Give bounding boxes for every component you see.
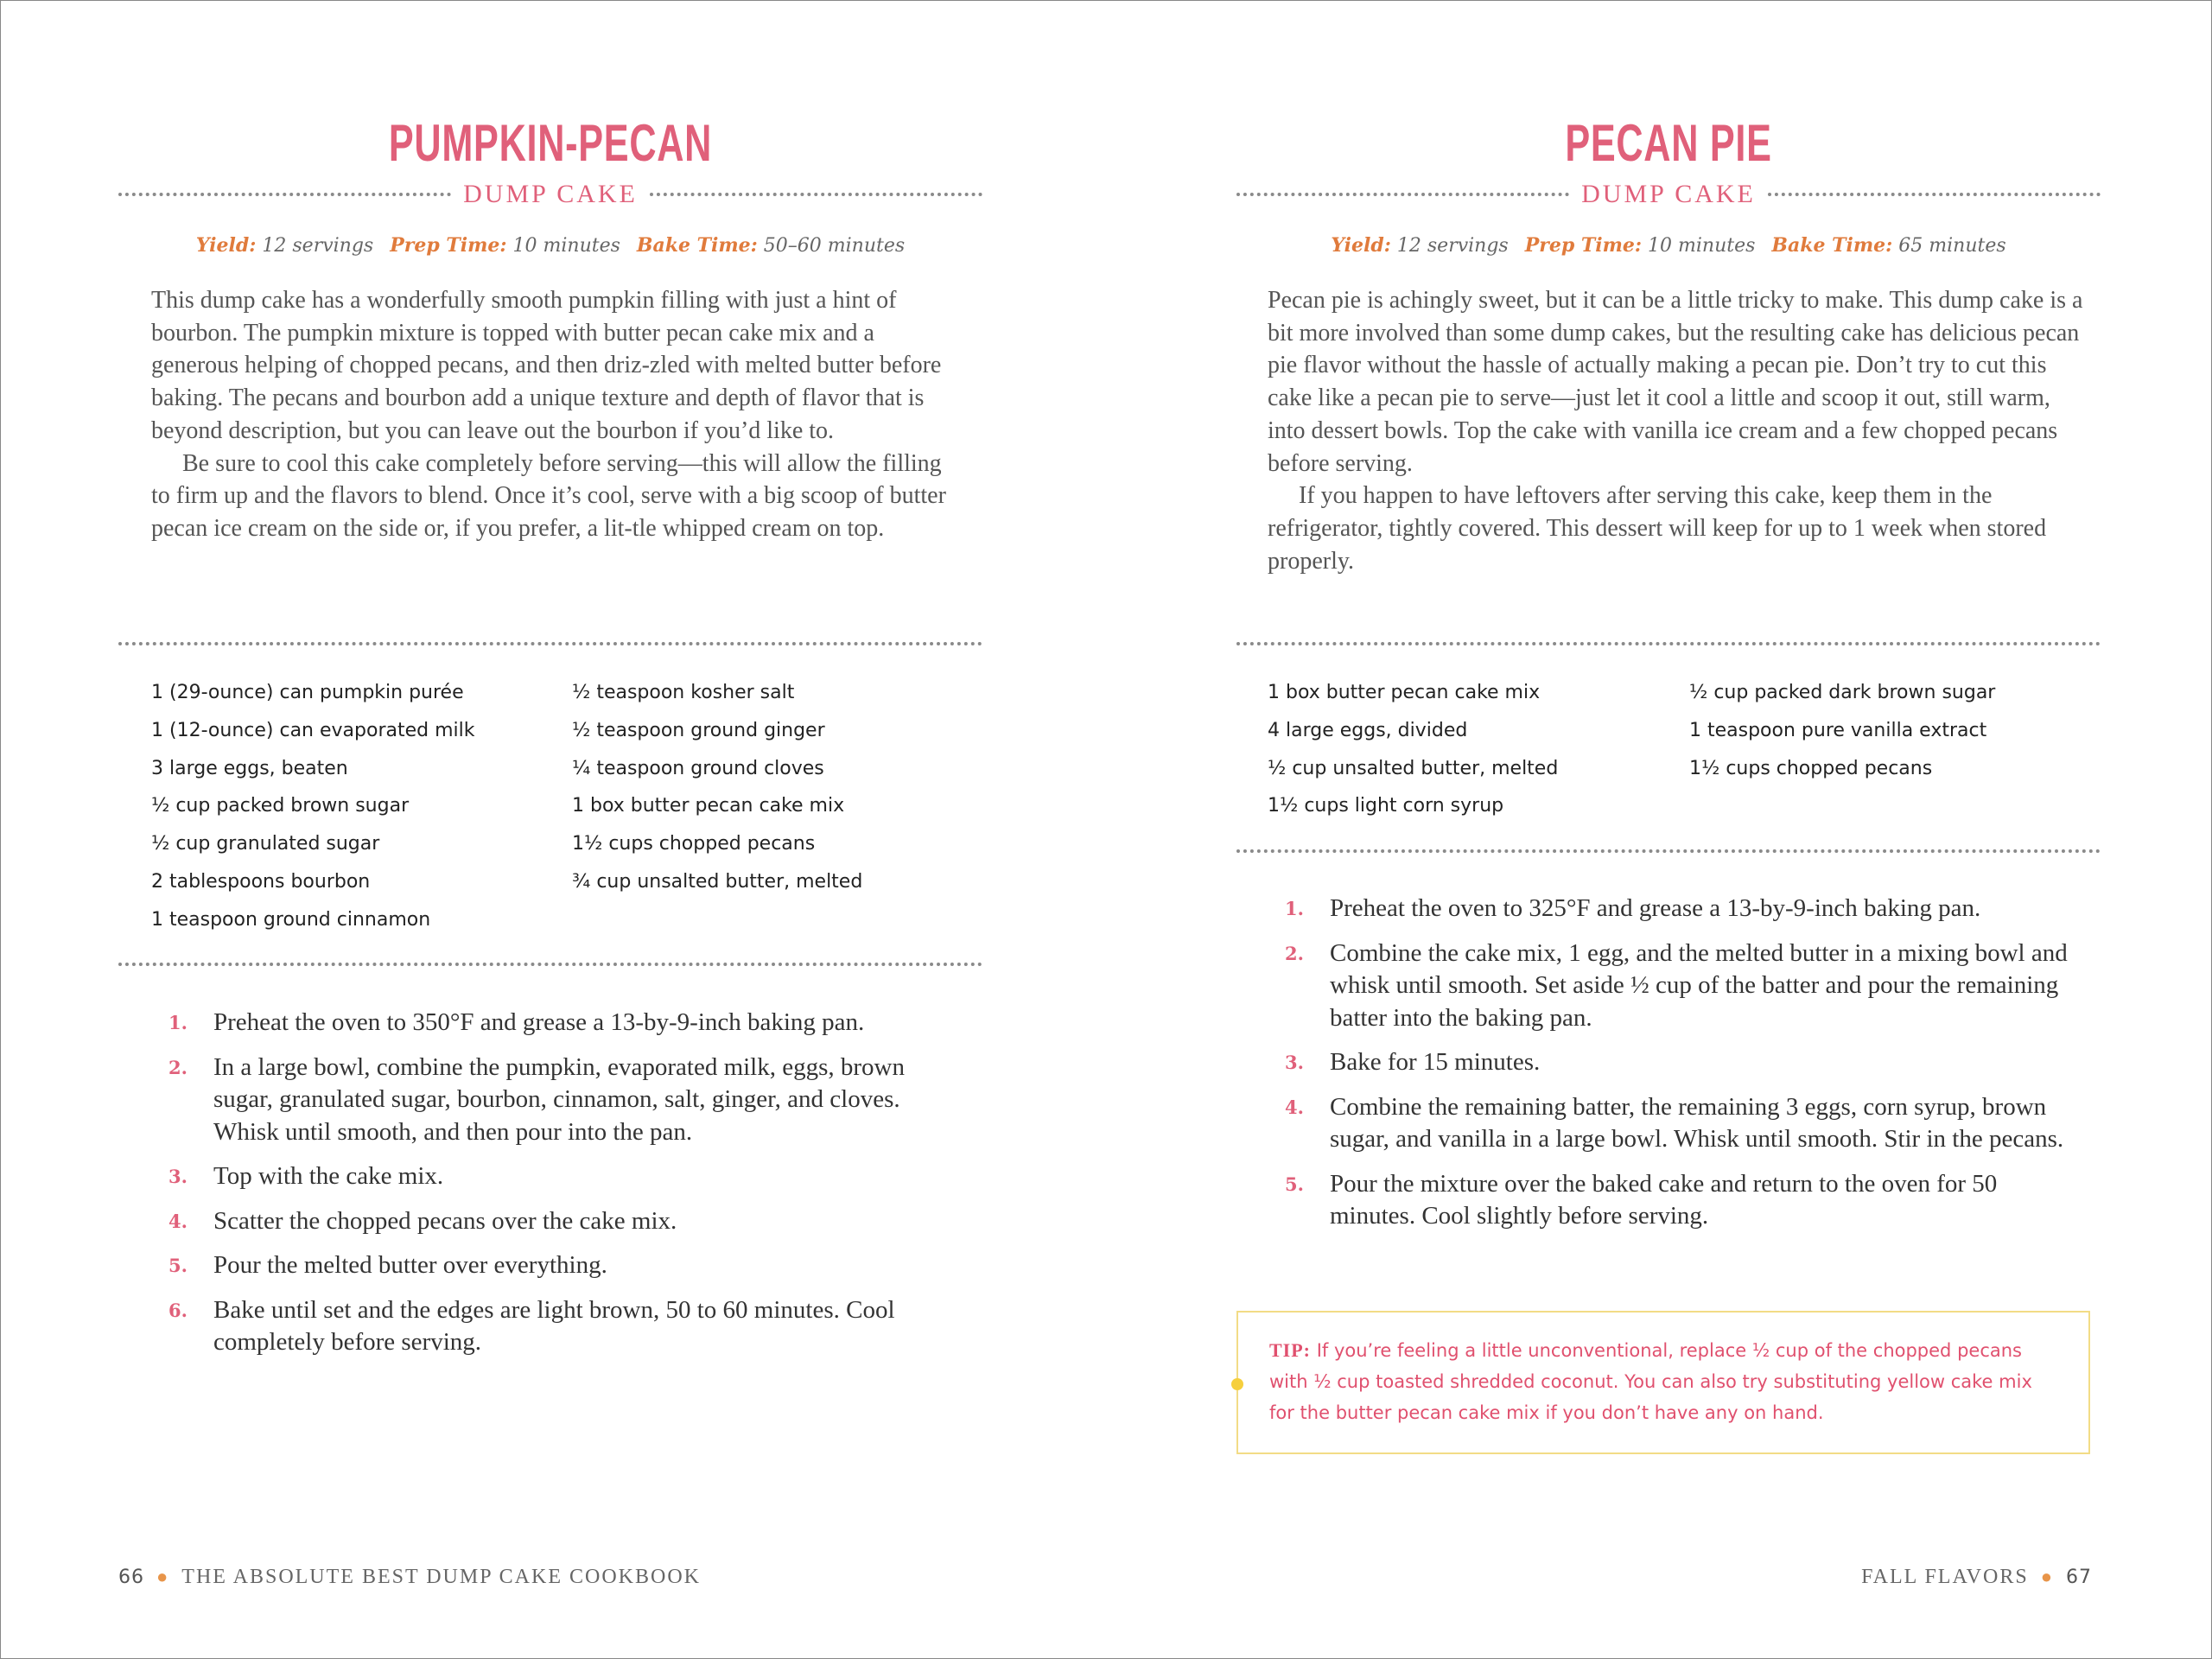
- step-number: 5.: [1285, 1173, 1304, 1195]
- dotted-rule: [1236, 849, 2101, 853]
- bake-label: Bake Time:: [1771, 234, 1893, 257]
- recipe-meta: [118, 234, 982, 257]
- step-text: Bake until set and the edges are light brown, 50 to 60 minutes. Cool completely before serving.: [213, 1295, 895, 1356]
- yield-label: Yield:: [1331, 234, 1391, 257]
- yield-value: 12 servings: [262, 235, 374, 257]
- step-item: [1285, 1168, 2088, 1233]
- step-item: [1285, 1046, 2088, 1079]
- ingredient-item: 1½ cups chopped pecans: [572, 833, 816, 855]
- bullet-icon: ●: [156, 1566, 170, 1587]
- ingredient-item: 1 box butter pecan cake mix: [572, 795, 845, 817]
- step-item: [168, 1052, 963, 1149]
- ingredient-item: 1½ cups chopped pecans: [1689, 757, 1933, 779]
- step-item: [1285, 938, 2088, 1035]
- prep-label: Prep Time:: [390, 234, 507, 257]
- prep-value: 10 minutes: [1648, 235, 1756, 257]
- step-number: 1.: [168, 1012, 188, 1033]
- ingredient-item: 1 (29-ounce) can pumpkin purée: [151, 682, 464, 703]
- step-item: [168, 1160, 963, 1193]
- step-number: 3.: [1285, 1052, 1304, 1073]
- bake-value: 65 minutes: [1898, 235, 2006, 257]
- bullet-icon: ●: [2040, 1566, 2054, 1587]
- subtitle-row: [1236, 177, 2101, 212]
- right-footer: [1861, 1560, 2092, 1594]
- ingredient-item: ¼ teaspoon ground cloves: [572, 757, 824, 779]
- ingredient-item: 1 teaspoon pure vanilla extract: [1689, 719, 1987, 741]
- recipe-title: PUMPKIN-PECAN: [388, 114, 713, 172]
- step-text: Preheat the oven to 350°F and grease a 13-by-9-inch baking pan.: [213, 1008, 865, 1036]
- ingredient-item: ½ teaspoon kosher salt: [572, 682, 795, 703]
- running-title: FALL FLAVORS: [1861, 1566, 2029, 1588]
- ingredient-item: 2 tablespoons bourbon: [151, 870, 371, 893]
- step-text: Pour the melted butter over everything.: [213, 1251, 607, 1279]
- bake-value: 50–60 minutes: [763, 235, 906, 257]
- ingredient-item: 3 large eggs, beaten: [151, 757, 348, 779]
- recipe-intro: [1268, 284, 2085, 577]
- dotted-rule: [1236, 642, 2101, 645]
- step-text: Scatter the chopped pecans over the cake mix.: [213, 1206, 677, 1235]
- step-item: [1285, 1091, 2088, 1156]
- recipe-intro: [151, 284, 955, 545]
- step-number: 1.: [1285, 898, 1304, 919]
- prep-value: 10 minutes: [512, 235, 620, 257]
- running-title: THE ABSOLUTE BEST DUMP CAKE COOKBOOK: [181, 1566, 701, 1588]
- dotted-divider: [1236, 193, 1569, 196]
- step-text: In a large bowl, combine the pumpkin, evaporated milk, eggs, brown sugar, granulated sugar, bourbon, cinnamon, salt, ginger, and cloves. Whisk until smooth, and then pour into the pan.: [213, 1052, 905, 1146]
- step-text: Pour the mixture over the baked cake and return to the oven for 50 minutes. Cool slightly before serving.: [1330, 1169, 1998, 1230]
- ingredient-item: 1 box butter pecan cake mix: [1268, 682, 1541, 703]
- tip-bullet-icon: [1231, 1378, 1243, 1390]
- step-text: Top with the cake mix.: [213, 1162, 444, 1190]
- subtitle-row: [118, 177, 982, 212]
- right-page: [1236, 1, 2101, 1658]
- steps-list: [168, 1007, 963, 1371]
- step-number: 6.: [168, 1299, 188, 1321]
- ingredient-item: 1 teaspoon ground cinnamon: [151, 908, 431, 931]
- step-number: 4.: [1285, 1096, 1304, 1118]
- dotted-rule: [118, 963, 982, 966]
- ingredient-item: 1 (12-ounce) can evaporated milk: [151, 719, 475, 741]
- ingredients-list: [151, 674, 944, 939]
- prep-label: Prep Time:: [1524, 234, 1643, 257]
- step-text: Bake for 15 minutes.: [1330, 1048, 1541, 1076]
- step-number: 2.: [1285, 942, 1304, 964]
- recipe-meta: [1236, 234, 2101, 257]
- recipe-subtitle: DUMP CAKE: [1581, 180, 1756, 208]
- tip-label: TIP:: [1269, 1339, 1311, 1361]
- ingredient-item: ½ cup packed dark brown sugar: [1689, 682, 1996, 703]
- tip-text: [1269, 1335, 2047, 1428]
- page-number: 67: [2066, 1567, 2092, 1588]
- dotted-rule: [118, 642, 982, 645]
- page-number: 66: [118, 1567, 144, 1588]
- dotted-divider: [1768, 193, 2101, 196]
- ingredient-item: ½ teaspoon ground ginger: [572, 719, 825, 741]
- intro-paragraph: Be sure to cool this cake completely before serving—this will allow the filling to firm up and the flavors to blend. Once it’s cool, serve with a big scoop of butter pecan ice cream on the side or, if you prefer, a lit-tle whipped cream on top.: [151, 449, 946, 542]
- ingredient-item: ½ cup granulated sugar: [151, 833, 380, 855]
- step-item: [168, 1205, 963, 1238]
- intro-paragraph: Pecan pie is achingly sweet, but it can be a little tricky to make. This dump cake is a bit more involved than some dump cakes, but the resulting cake has delicious pecan pie flavor without the hassle of actually making a pecan pie. Don’t try to cut this cake like a pecan pie to serve—just let it cool a little and scoop it out, still warm, into dessert bowls. Top the cake with vanilla ice cream and a few chopped pecans before serving.: [1268, 287, 2083, 477]
- step-text: Preheat the oven to 325°F and grease a 13-by-9-inch baking pan.: [1330, 894, 1981, 922]
- step-item: [168, 1007, 963, 1039]
- left-page: [118, 1, 982, 1658]
- intro-paragraph: If you happen to have leftovers after serving this cake, keep them in the refrigerator, tightly covered. This dessert will keep for up to 1 week when stored properly.: [1268, 482, 2047, 575]
- tip-body: If you’re feeling a little unconventional, replace ½ cup of the chopped pecans with ½ cup toasted shredded coconut. You can also try substituting yellow cake mix for the butter pecan cake mix if you don’t have any on hand.: [1269, 1340, 2032, 1423]
- yield-label: Yield:: [195, 234, 257, 257]
- step-number: 5.: [168, 1255, 188, 1276]
- dotted-divider: [650, 193, 982, 196]
- step-item: [1285, 893, 2088, 925]
- step-item: [168, 1294, 963, 1359]
- recipe-title: PECAN PIE: [1565, 114, 1772, 172]
- step-item: [168, 1249, 963, 1282]
- step-text: Combine the cake mix, 1 egg, and the melted butter in a mixing bowl and whisk until smooth. Set aside ½ cup of the batter and pour the remaining batter into the baking pan.: [1330, 938, 2068, 1032]
- steps-list: [1285, 893, 2088, 1245]
- ingredient-item: ¾ cup unsalted butter, melted: [572, 870, 863, 893]
- step-number: 3.: [168, 1166, 188, 1187]
- recipe-subtitle: DUMP CAKE: [463, 180, 638, 208]
- left-footer: [118, 1560, 701, 1594]
- yield-value: 12 servings: [1396, 235, 1509, 257]
- intro-paragraph: This dump cake has a wonderfully smooth pumpkin filling with just a hint of bourbon. The pumpkin mixture is topped with butter pecan cake mix and a generous helping of chopped pecans, and then driz-zled with melted butter before baking. The pecans and bourbon add a unique texture and depth of flavor that is beyond description, but you can leave out the bourbon if you’d like to.: [151, 287, 942, 444]
- tip-box: [1236, 1311, 2090, 1454]
- ingredient-item: 4 large eggs, divided: [1268, 719, 1468, 741]
- step-number: 2.: [168, 1056, 188, 1078]
- bake-label: Bake Time:: [636, 234, 758, 257]
- step-number: 4.: [168, 1210, 188, 1232]
- ingredient-item: 1½ cups light corn syrup: [1268, 795, 1504, 817]
- ingredient-item: ½ cup unsalted butter, melted: [1268, 757, 1559, 779]
- dotted-divider: [118, 193, 451, 196]
- step-text: Combine the remaining batter, the remaining 3 eggs, corn syrup, brown sugar, and vanilla in a large bowl. Whisk until smooth. Stir in the pecans.: [1330, 1092, 2064, 1153]
- ingredients-list: [1268, 674, 2069, 825]
- ingredient-item: ½ cup packed brown sugar: [151, 795, 410, 817]
